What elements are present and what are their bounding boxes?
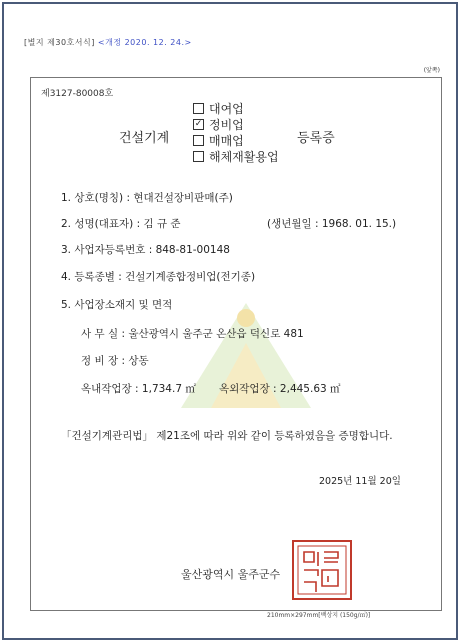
watermark-logo — [171, 288, 321, 418]
serial-number: 제3127-80008호 — [41, 89, 114, 99]
item-indoor-area: 옥내작업장 : 1,734.7 ㎡ — [81, 383, 196, 395]
title-right: 등록증 — [297, 131, 335, 146]
item-registration-type: 4. 등록종별 : 건설기계종합정비업(전기종) — [61, 271, 256, 283]
official-seal — [292, 540, 352, 600]
paper-spec: 210mm×297mm[백상지 (150g/㎡)] — [267, 612, 371, 619]
checkbox-icon — [193, 103, 204, 114]
checkbox-checked-icon: ✓ — [194, 119, 203, 129]
seal-icon — [294, 542, 350, 598]
certification-statement: 「건설기계관리법」 제21조에 따라 위와 같이 등록하였음을 증명합니다. — [61, 430, 393, 442]
item-representative: 2. 성명(대표자) : 김 규 준 — [61, 218, 181, 230]
type-recycling: 해체재활용업 — [193, 148, 279, 165]
item-workshop: 정 비 장 : 상동 — [81, 355, 149, 367]
item-outdoor-area: 옥외작업장 : 2,445.63 ㎡ — [219, 383, 341, 395]
type-repair: ✓ 정비업 — [194, 118, 244, 132]
type-rental: 대여업 — [193, 100, 244, 117]
form-number: [별지 제30호서식] — [24, 38, 95, 47]
document-frame — [2, 2, 458, 640]
item-company-name: 1. 상호(명칭) : 현대건설장비판매(주) — [61, 192, 233, 204]
item-office-address: 사 무 실 : 울산광역시 울주군 온산읍 덕신로 481 — [81, 328, 304, 340]
type-trading: 매매업 — [193, 132, 244, 149]
issue-date: 2025년 11월 20일 — [319, 476, 401, 487]
item-business-number: 3. 사업자등록번호 : 848-81-00148 — [61, 244, 230, 256]
form-annotation — [24, 37, 192, 48]
checkbox-icon — [193, 151, 204, 162]
certificate — [30, 77, 442, 619]
issuer-name: 울산광역시 울주군수 — [181, 568, 281, 581]
item-birth-date: (생년월일 : 1968. 01. 15.) — [267, 218, 397, 230]
item-location-heading: 5. 사업장소재지 및 면적 — [61, 299, 173, 311]
title-left: 건설기계 — [119, 131, 170, 146]
revision-note: <개정 2020. 12. 24.> — [97, 38, 192, 47]
side-note: (앞쪽) — [423, 67, 440, 74]
checkbox-icon — [193, 135, 204, 146]
